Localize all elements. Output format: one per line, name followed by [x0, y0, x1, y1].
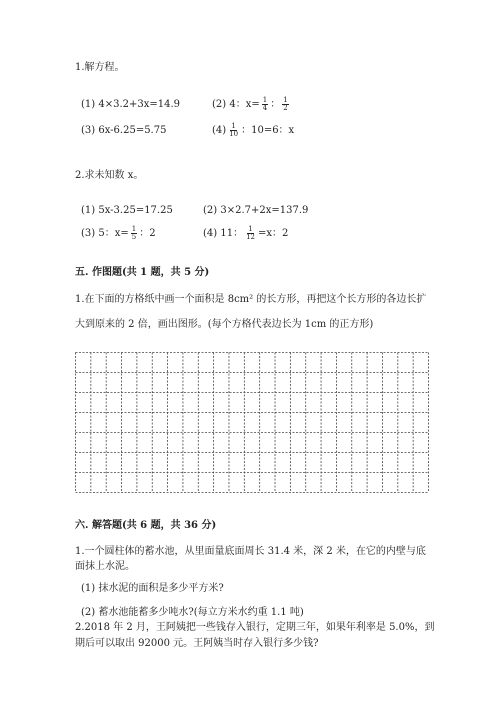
fraction: $\frac{1}{5}$: [131, 225, 137, 241]
section6-heading: 六. 解答题(共 6 题，共 36 分): [75, 520, 217, 531]
fraction: $\frac{1}{12}$: [246, 225, 255, 241]
s6-q2-line1: 2.2018 年 2 月，王阿姨把一些钱存入银行，定期三年，如果年利率是 5.0%，到: [75, 622, 435, 633]
section5-heading: 五. 作图题(共 1 题，共 5 分): [75, 267, 210, 278]
q1-item-1: (1) 4×3.2+3x=14.9: [81, 99, 181, 110]
fraction: $\frac{1}{4}$: [262, 96, 268, 112]
q2-item-4: (4) 11： $\frac{1}{12}$ =x：2: [203, 225, 289, 241]
q1-item-3: (3) 6x-6.25=5.75: [81, 125, 167, 136]
q2-item-3: (3) 5：x= $\frac{1}{5}$ ：2: [81, 225, 156, 241]
fraction: $\frac{1}{2}$: [283, 96, 288, 112]
square-grid: [75, 352, 429, 493]
q1-item-4: (4) $\frac{1}{10}$ ：10=6：x: [212, 122, 295, 138]
s6-q1-sub1: (1) 抹水泥的面积是多少平方米?: [81, 583, 224, 594]
fraction: $\frac{1}{10}$: [229, 122, 239, 138]
s6-q2-line2: 期后可以取出 92000 元。王阿姨当时存入银行多少钱?: [75, 638, 319, 649]
q2-item-1: (1) 5x-3.25=17.25: [81, 205, 173, 216]
s6-q1-sub2: (2) 蓄水池能蓄多少吨水?(每立方米水约重 1.1 吨): [81, 607, 304, 618]
s6-q1-line1: 1.一个圆柱体的蓄水池，从里面量底面周长 31.4 米，深 2 米，在它的内壁与底: [75, 546, 426, 557]
q2-item-2: (2) 3×2.7+2x=137.9: [203, 205, 309, 216]
q1-title: 1.解方程。: [75, 62, 125, 73]
q1-item-2: (2) 4：x= $\frac{1}{4}$ ： $\frac{1}{2}$: [212, 96, 288, 112]
q2-title: 2.求未知数 x。: [75, 170, 144, 181]
s5-q1-line2: 大到原来的 2 倍，画出图形。(每个方格代表边长为 1cm 的正方形): [75, 319, 374, 330]
s6-q1-line2: 面抹上水泥。: [75, 561, 135, 572]
s5-q1-line1: 1.在下面的方格纸中画一个面积是 8cm² 的长方形，再把这个长方形的各边长扩: [75, 294, 427, 305]
